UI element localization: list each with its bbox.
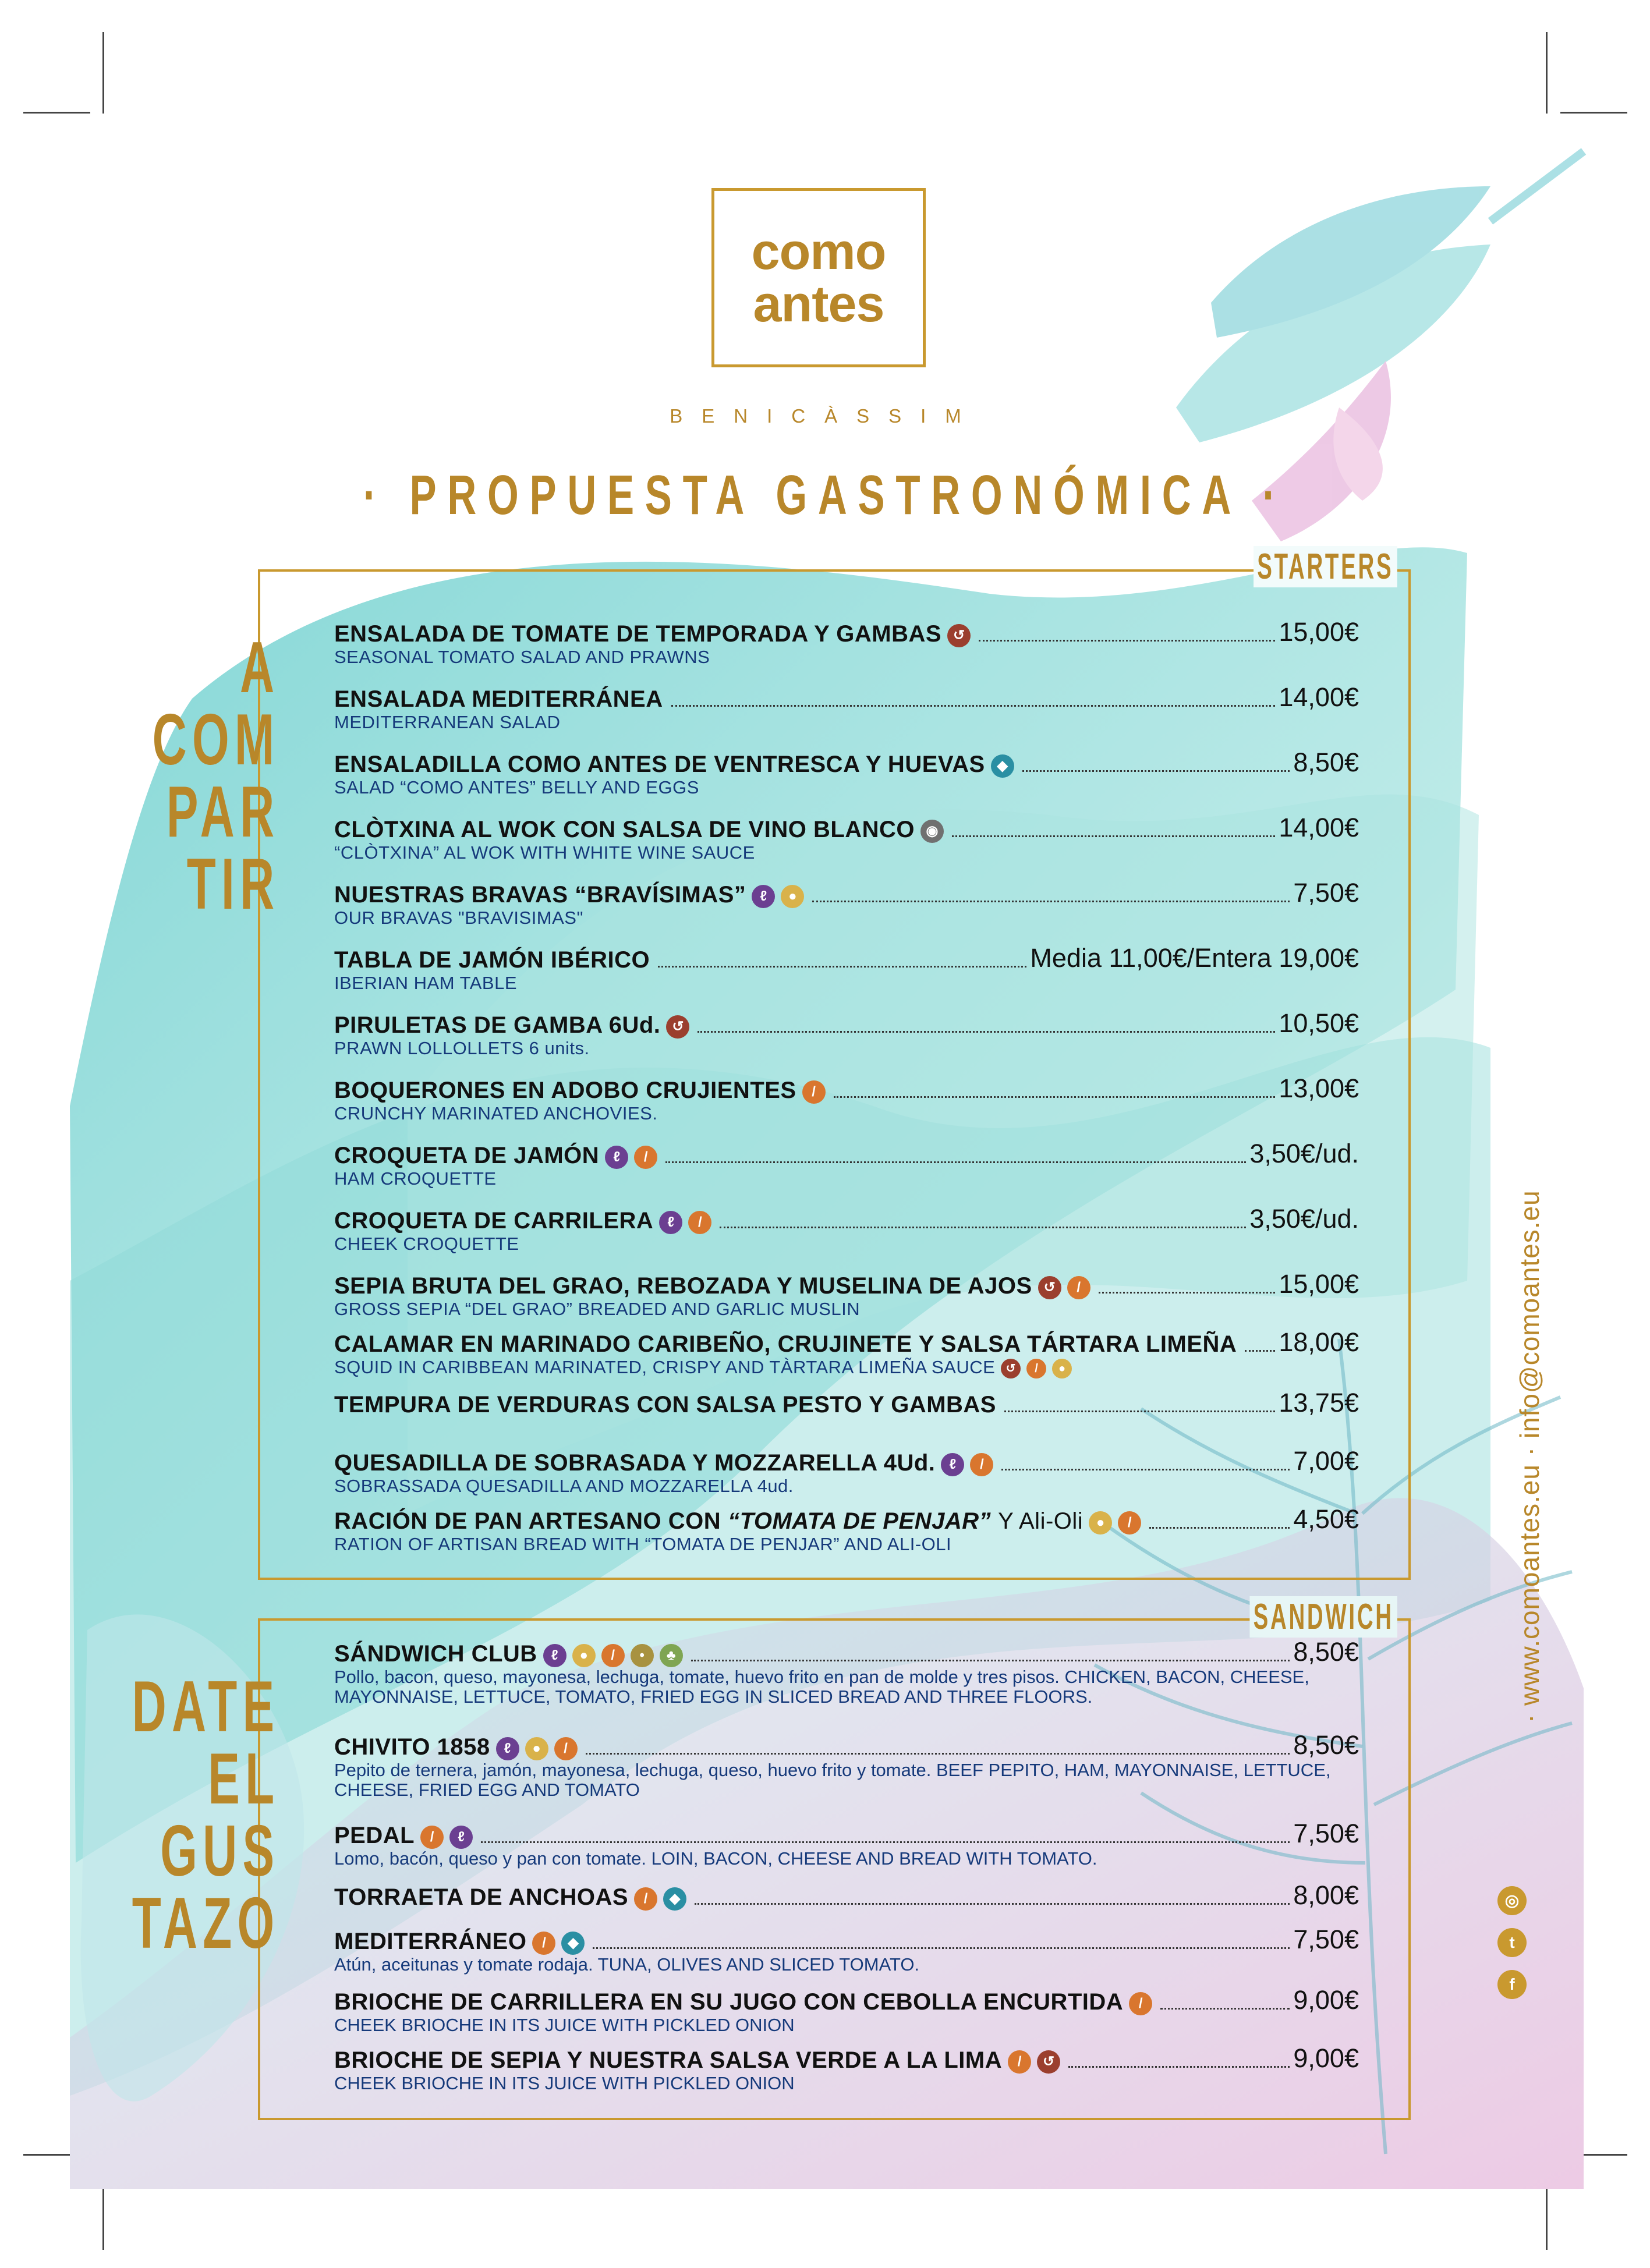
dot-leader xyxy=(671,705,1276,707)
item-price: 13,00€ xyxy=(1279,1073,1359,1103)
item-description xyxy=(334,713,1359,732)
item-name: TABLA DE JAMÓN IBÉRICO xyxy=(334,947,650,973)
item-name: NUESTRAS BRAVAS “BRAVÍSIMAS” xyxy=(334,882,746,908)
celery-allergen-icon: ♣ xyxy=(660,1644,683,1667)
item-name-italic: “TOMATA DE PENJAR” xyxy=(728,1508,992,1534)
shrimp-allergen-icon: ↺ xyxy=(1001,1359,1021,1378)
shrimp-allergen-icon: ↺ xyxy=(1038,1276,1061,1299)
dot-leader xyxy=(481,1841,1290,1843)
item-price: 7,50€ xyxy=(1293,878,1359,908)
side-title-line: A xyxy=(239,628,279,708)
menu-item xyxy=(334,1327,1359,1378)
menu-item xyxy=(334,1073,1359,1124)
menu-item xyxy=(334,1925,1359,1975)
logo xyxy=(711,188,926,367)
fish-allergen-icon: ◆ xyxy=(991,754,1014,778)
instagram-icon[interactable]: ◎ xyxy=(1497,1886,1527,1915)
menu-item xyxy=(334,1446,1359,1496)
gluten-allergen-icon: / xyxy=(1129,1992,1152,2015)
item-name: CROQUETA DE JAMÓN xyxy=(334,1143,600,1168)
item-price: 3,50€/ud. xyxy=(1249,1204,1359,1234)
item-description-text: CHEEK CROQUETTE xyxy=(334,1234,519,1254)
menu-item xyxy=(334,943,1359,993)
contact-info[interactable]: · www.comoantes.eu · info@comoantes.eu xyxy=(1514,1190,1545,1723)
item-description-text: MEDITERRANEAN SALAD xyxy=(334,712,561,732)
gluten-allergen-icon: / xyxy=(420,1826,444,1849)
item-price: 18,00€ xyxy=(1279,1327,1359,1357)
item-description xyxy=(334,973,1359,993)
side-title-line: TIR xyxy=(186,844,279,924)
item-description-text: CRUNCHY MARINATED ANCHOVIES. xyxy=(334,1103,658,1124)
item-description-text: Lomo, bacón, queso y pan con tomate. LOIN, BACON, CHEESE AND BREAD WITH TOMATO. xyxy=(334,1848,1097,1869)
item-description xyxy=(334,1169,1359,1189)
page-title: · PROPUESTA GASTRONÓMICA · xyxy=(363,464,1287,526)
menu-item xyxy=(334,1204,1359,1254)
gluten-allergen-icon: / xyxy=(688,1211,711,1234)
item-description-text: Atún, aceitunas y tomate rodaja. TUNA, OLIVES AND SLICED TOMATO. xyxy=(334,1954,920,1975)
dot-leader xyxy=(1160,2008,1290,2010)
item-price: 14,00€ xyxy=(1279,813,1359,842)
dot-leader xyxy=(658,966,1026,968)
side-title-line: PAR xyxy=(166,772,279,852)
menu-item xyxy=(334,1269,1359,1319)
item-name: QUESADILLA DE SOBRASADA Y MOZZARELLA 4Ud. xyxy=(334,1450,936,1476)
mustard-allergen-icon: • xyxy=(631,1644,654,1667)
item-description xyxy=(334,2074,1371,2093)
dot-leader xyxy=(1022,770,1290,772)
item-description-text: Pollo, bacon, queso, mayonesa, lechuga, tomate, huevo frito en pan de molde y tres pisos. CHICKEN, BACON, CHEESE, MAYONNAISE, LETTUCE, TOMATO, FRIED EGG IN SLICED BREAD AND THREE FLOORS. xyxy=(334,1667,1309,1707)
item-name: CLÒTXINA AL WOK CON SALSA DE VINO BLANCO xyxy=(334,817,915,842)
item-name: CROQUETA DE CARRILERA xyxy=(334,1208,654,1234)
shrimp-allergen-icon: ↺ xyxy=(947,624,971,647)
side-title-line: TAZO xyxy=(132,1883,279,1964)
menu-item xyxy=(334,747,1359,798)
starters-side-title xyxy=(152,628,279,924)
dot-leader xyxy=(1099,1292,1276,1294)
side-title-line: EL xyxy=(207,1739,279,1819)
item-price: 13,75€ xyxy=(1279,1388,1359,1418)
dot-leader xyxy=(691,1660,1290,1661)
menu-item xyxy=(334,1008,1359,1058)
item-description-text: CHEEK BRIOCHE IN ITS JUICE WITH PICKLED ONION xyxy=(334,2015,795,2035)
sandwich-side-title xyxy=(132,1667,279,1964)
gluten-allergen-icon: / xyxy=(532,1932,555,1955)
menu-item xyxy=(334,1388,1359,1418)
item-description xyxy=(334,2015,1371,2035)
fish-allergen-icon: ◆ xyxy=(663,1887,686,1911)
item-description xyxy=(334,1476,1359,1496)
item-description xyxy=(334,647,1359,667)
gluten-allergen-icon: / xyxy=(554,1737,578,1760)
item-price: 9,00€ xyxy=(1293,1985,1359,2015)
dot-leader xyxy=(1149,1527,1290,1529)
item-description xyxy=(334,1955,1371,1975)
item-description-text: PRAWN LOLLOLLETS 6 units. xyxy=(334,1038,590,1058)
item-name: SEPIA BRUTA DEL GRAO, REBOZADA Y MUSELINA DE AJOS xyxy=(334,1273,1032,1299)
menu-item xyxy=(334,1637,1359,1707)
menu-item xyxy=(334,1985,1359,2035)
dot-leader xyxy=(834,1096,1276,1098)
lactose-allergen-icon: ℓ xyxy=(941,1453,964,1476)
item-price: 8,50€ xyxy=(1293,747,1359,777)
item-description-text: HAM CROQUETTE xyxy=(334,1168,497,1189)
menu-item xyxy=(334,617,1359,667)
dot-leader xyxy=(979,640,1275,642)
item-description xyxy=(334,1667,1371,1707)
shrimp-allergen-icon: ↺ xyxy=(1037,2050,1060,2074)
gluten-allergen-icon: / xyxy=(1118,1511,1141,1535)
city-name: BENICÀSSIM xyxy=(670,405,980,427)
menu-item xyxy=(334,1730,1359,1800)
dot-leader xyxy=(665,1161,1246,1163)
egg-allergen-icon: ● xyxy=(1089,1511,1112,1535)
egg-allergen-icon: ● xyxy=(525,1737,548,1760)
egg-allergen-icon: ● xyxy=(572,1644,596,1667)
item-description xyxy=(334,1760,1371,1800)
menu-item xyxy=(334,1880,1359,1911)
lactose-allergen-icon: ℓ xyxy=(605,1146,628,1169)
item-description xyxy=(334,1535,1359,1554)
dot-leader xyxy=(593,1947,1290,1949)
twitter-icon[interactable]: t xyxy=(1497,1928,1527,1957)
item-name: BRIOCHE DE SEPIA Y NUESTRA SALSA VERDE A LA LIMA xyxy=(334,2047,1003,2073)
lactose-allergen-icon: ℓ xyxy=(449,1826,473,1849)
gluten-allergen-icon: / xyxy=(970,1453,993,1476)
dot-leader xyxy=(697,1031,1275,1033)
item-name: CALAMAR EN MARINADO CARIBEÑO, CRUJINETE Y SALSA TÁRTARA LIMEÑA xyxy=(334,1331,1237,1357)
lactose-allergen-icon: ℓ xyxy=(659,1211,682,1234)
item-name: RACIÓN DE PAN ARTESANO CON xyxy=(334,1508,721,1534)
item-description xyxy=(334,1104,1359,1124)
dot-leader xyxy=(952,835,1275,837)
item-price: 4,50€ xyxy=(1293,1504,1359,1534)
item-description xyxy=(334,843,1359,863)
menu-item xyxy=(334,1819,1359,1869)
facebook-icon[interactable]: f xyxy=(1497,1970,1527,1999)
egg-allergen-icon: ● xyxy=(781,885,804,908)
item-price: 15,00€ xyxy=(1279,1269,1359,1299)
menu-item xyxy=(334,1504,1359,1554)
item-name: BOQUERONES EN ADOBO CRUJIENTES xyxy=(334,1078,796,1103)
item-description-text: SQUID IN CARIBBEAN MARINATED, CRISPY AND TÀRTARA LIMEÑA SAUCE xyxy=(334,1357,996,1377)
item-name: TEMPURA DE VERDURAS CON SALSA PESTO Y GAMBAS xyxy=(334,1392,996,1418)
item-description-text: Pepito de ternera, jamón, mayonesa, lechuga, queso, huevo frito y tomate. BEEF PEPITO, HAM, MAYONNAISE, LETTUCE, CHEESE, FRIED EGG AND TOMATO xyxy=(334,1760,1331,1800)
item-description-text: OUR BRAVAS "BRAVISIMAS" xyxy=(334,908,583,928)
side-title-line: DATE xyxy=(132,1667,279,1747)
dot-leader xyxy=(1068,2066,1290,2068)
item-description-text: GROSS SEPIA “DEL GRAO” BREADED AND GARLIC MUSLIN xyxy=(334,1299,861,1319)
item-name: ENSALADA DE TOMATE DE TEMPORADA Y GAMBAS xyxy=(334,621,942,647)
lactose-allergen-icon: ℓ xyxy=(496,1737,519,1760)
logo-line-1: como xyxy=(751,222,886,280)
item-price: 9,00€ xyxy=(1293,2043,1359,2073)
menu-item xyxy=(334,1139,1359,1189)
item-price: 15,00€ xyxy=(1279,617,1359,647)
menu-item xyxy=(334,2043,1359,2093)
item-price: 8,50€ xyxy=(1293,1730,1359,1760)
item-name: TORRAETA DE ANCHOAS xyxy=(334,1884,629,1910)
item-price: 3,50€/ud. xyxy=(1249,1139,1359,1168)
gluten-allergen-icon: / xyxy=(1067,1276,1090,1299)
gluten-allergen-icon: / xyxy=(1026,1359,1046,1378)
item-description-text: “CLÒTXINA” AL WOK WITH WHITE WINE SAUCE xyxy=(334,842,755,863)
mollusc-allergen-icon: ◉ xyxy=(920,820,944,843)
item-name: CHIVITO 1858 xyxy=(334,1734,490,1760)
item-description xyxy=(334,908,1359,928)
menu-item xyxy=(334,878,1359,928)
shrimp-allergen-icon: ↺ xyxy=(666,1015,689,1039)
item-description xyxy=(334,1849,1371,1869)
sandwich-label: SANDWICH xyxy=(1249,1596,1397,1638)
item-price: 7,00€ xyxy=(1293,1446,1359,1476)
item-description-text: SEASONAL TOMATO SALAD AND PRAWNS xyxy=(334,647,710,667)
item-name: PEDAL xyxy=(334,1823,415,1848)
side-title-line: GUS xyxy=(160,1811,279,1891)
dot-leader xyxy=(812,901,1290,902)
item-name: ENSALADA MEDITERRÁNEA xyxy=(334,686,663,712)
side-title-line: COM xyxy=(152,700,279,780)
item-name: ENSALADILLA COMO ANTES DE VENTRESCA Y HUEVAS xyxy=(334,752,985,777)
egg-allergen-icon: ● xyxy=(1052,1359,1072,1378)
gluten-allergen-icon: / xyxy=(634,1146,657,1169)
menu-item xyxy=(334,682,1359,732)
item-description xyxy=(334,1234,1359,1254)
dot-leader xyxy=(586,1753,1290,1755)
item-name: SÁNDWICH CLUB xyxy=(334,1641,537,1667)
menu-item xyxy=(334,813,1359,863)
item-description-text: IBERIAN HAM TABLE xyxy=(334,973,517,993)
item-price: 8,00€ xyxy=(1293,1880,1359,1910)
item-description-text: RATION OF ARTISAN BREAD WITH “TOMATA DE PENJAR” AND ALI-OLI xyxy=(334,1534,952,1554)
item-price: 8,50€ xyxy=(1293,1637,1359,1667)
item-name: PIRULETAS DE GAMBA 6Ud. xyxy=(334,1012,661,1038)
item-price: 7,50€ xyxy=(1293,1819,1359,1848)
item-description xyxy=(334,1358,1359,1378)
dot-leader xyxy=(1245,1350,1275,1352)
item-price: Media 11,00€/Entera 19,00€ xyxy=(1030,943,1359,973)
dot-leader xyxy=(695,1903,1290,1905)
item-price: 10,50€ xyxy=(1279,1008,1359,1038)
dot-leader xyxy=(1004,1411,1275,1412)
item-name: MEDITERRÁNEO xyxy=(334,1929,527,1954)
lactose-allergen-icon: ℓ xyxy=(752,885,775,908)
item-description-text: CHEEK BRIOCHE IN ITS JUICE WITH PICKLED ONION xyxy=(334,2073,795,2093)
item-price: 14,00€ xyxy=(1279,682,1359,712)
fish-allergen-icon: ◆ xyxy=(561,1932,585,1955)
item-price: 7,50€ xyxy=(1293,1925,1359,1954)
item-description xyxy=(334,778,1359,798)
gluten-allergen-icon: / xyxy=(634,1887,657,1911)
item-description-text: SALAD “COMO ANTES” BELLY AND EGGS xyxy=(334,777,699,798)
gluten-allergen-icon: / xyxy=(601,1644,625,1667)
dot-leader xyxy=(1001,1469,1290,1470)
item-description-text: SOBRASSADA QUESADILLA AND MOZZARELLA 4ud. xyxy=(334,1476,794,1496)
item-name-tail: Y Ali-Oli xyxy=(998,1508,1084,1534)
item-description xyxy=(334,1039,1359,1058)
item-name: BRIOCHE DE CARRILLERA EN SU JUGO CON CEBOLLA ENCURTIDA xyxy=(334,1989,1124,2015)
gluten-allergen-icon: / xyxy=(802,1080,826,1104)
dot-leader xyxy=(720,1227,1246,1228)
gluten-allergen-icon: / xyxy=(1008,2050,1031,2074)
lactose-allergen-icon: ℓ xyxy=(543,1644,566,1667)
starters-label: STARTERS xyxy=(1254,546,1397,587)
logo-line-2: antes xyxy=(753,275,884,332)
item-description xyxy=(334,1299,1359,1319)
